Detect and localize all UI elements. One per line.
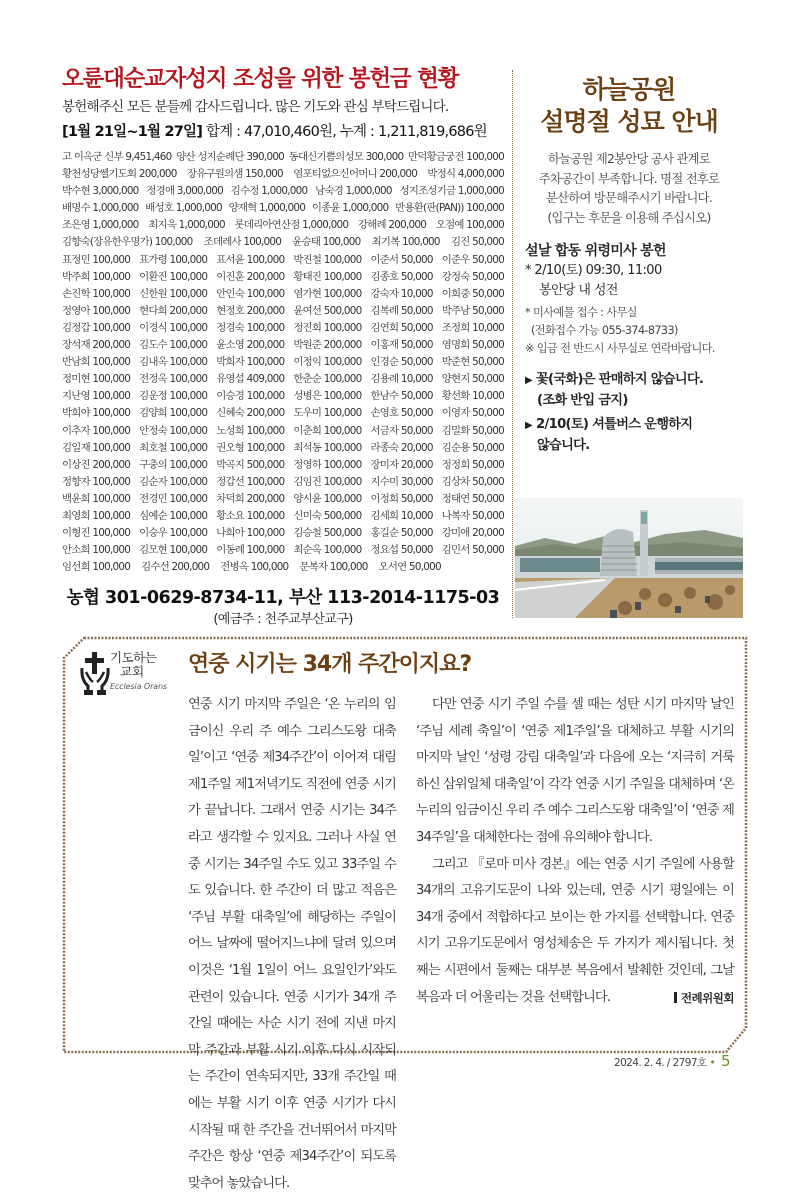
donor-entry: 배명수 1,000,000 <box>62 202 139 215</box>
donor-entry: 김승철 500,000 <box>293 527 362 540</box>
shuttle-notice-text: 2/10(토) 셔틀버스 운행하지 <box>536 417 693 432</box>
donor-entry: 김민서 50,000 <box>441 544 504 557</box>
article-right-para2 <box>416 852 734 1012</box>
donor-entry: 박희야 100,000 <box>62 407 131 420</box>
article-right-column <box>416 692 734 1011</box>
donor-entry: 박원준 200,000 <box>293 339 362 352</box>
donor-row <box>62 286 504 303</box>
donor-entry: 손영호 50,000 <box>370 407 433 420</box>
mass-heading: 설날 합동 위령미사 봉헌 <box>525 243 666 259</box>
donor-entry: 윤여선 500,000 <box>293 304 362 317</box>
donor-entry: 박준현 50,000 <box>441 356 504 369</box>
donor-entry: 황태진 100,000 <box>293 270 362 283</box>
donor-entry: 조데레사 100,000 <box>203 236 282 249</box>
donation-period: [1월 21일~1월 27일] <box>62 124 203 140</box>
donor-entry: 정향자 100,000 <box>62 475 131 488</box>
skypark-title <box>515 74 743 138</box>
donor-entry: 전경민 100,000 <box>139 492 208 505</box>
donor-entry: 김복례 50,000 <box>370 304 433 317</box>
donor-entry: 구충의 100,000 <box>139 458 208 471</box>
donor-entry: 김연희 50,000 <box>370 321 433 334</box>
donor-entry: 윤승태 100,000 <box>292 236 361 249</box>
donor-row <box>62 525 504 542</box>
donor-row <box>62 337 504 354</box>
donor-row <box>62 166 504 183</box>
donation-section <box>62 64 504 630</box>
article-left-column <box>84 692 396 1197</box>
donor-entry: 이승경 100,000 <box>216 390 285 403</box>
donor-row <box>62 269 504 286</box>
donor-entry: 이승우 100,000 <box>139 527 208 540</box>
flower-notice-text: 꽃(국화)은 판매하지 않습니다. <box>536 372 704 387</box>
donor-entry: 나복자 50,000 <box>441 509 504 522</box>
donor-entry: 김순용 50,000 <box>441 441 504 454</box>
intro-line: 분산하여 방문해주시기 바랍니다. <box>545 191 713 205</box>
donor-entry: 최호철 100,000 <box>139 441 208 454</box>
intro-line: 주차공간이 부족합니다. 명절 전후로 <box>538 171 720 186</box>
donor-entry: 박곡지 500,000 <box>216 458 285 471</box>
donor-entry: 권오형 100,000 <box>216 441 285 454</box>
donation-summary <box>62 121 504 143</box>
donor-entry: 염포티없으신어머니 200,000 <box>293 168 418 181</box>
donor-entry: 박희자 100,000 <box>216 356 285 369</box>
donor-entry: 이정희 50,000 <box>370 492 433 505</box>
account-holder: (예금주 : 천주교부산교구) <box>213 612 353 628</box>
donor-entry: 유영섭 409,000 <box>216 373 285 386</box>
donor-entry: 신미숙 500,000 <box>293 509 362 522</box>
donor-entry: 안인숙 100,000 <box>216 287 285 300</box>
donor-entry: 차덕희 200,000 <box>216 492 285 505</box>
donor-entry: 신한원 100,000 <box>139 287 208 300</box>
intro-line: 하늘공원 제2봉안당 공사 관계로 <box>547 152 711 166</box>
donor-entry: 조은영 1,000,000 <box>62 219 139 232</box>
praying-hands-cross-icon <box>80 650 110 696</box>
donor-entry: 정영하 100,000 <box>293 458 362 471</box>
donor-entry: 이종윤 1,000,000 <box>311 202 389 215</box>
donor-entry: 이추자 100,000 <box>62 424 131 437</box>
donor-entry: 이형진 100,000 <box>62 527 131 540</box>
donor-entry: 강숙자 10,000 <box>370 287 433 300</box>
donor-entry: 박진철 100,000 <box>293 253 362 266</box>
donation-title: 오륜대순교자성지 조성을 위한 봉헌금 현황 <box>62 66 459 92</box>
donor-entry: 이홍재 50,000 <box>370 339 433 352</box>
donor-entry: 김상차 50,000 <box>441 475 504 488</box>
donor-entry: 정경숙 100,000 <box>216 321 285 334</box>
donor-row <box>62 320 504 337</box>
donor-row <box>62 200 504 217</box>
donor-entry: 조정희 10,000 <box>441 321 504 334</box>
donor-entry: 롯데리아연산점 1,000,000 <box>234 219 349 232</box>
donor-entry: 나희아 100,000 <box>216 527 285 540</box>
offering-info: * 미사예물 접수 : 사무실 <box>525 306 637 319</box>
donor-entry: 김세희 10,000 <box>370 509 433 522</box>
flower-notice <box>525 370 743 411</box>
donor-row <box>62 405 504 422</box>
donor-entry: 이정익 100,000 <box>293 356 362 369</box>
donor-row <box>62 474 504 491</box>
signature-bar-icon <box>674 992 677 1003</box>
bank-account: 농협 301-0629-8734-11, 부산 113-2014-1175-03 <box>66 588 500 609</box>
donor-entry: 이경식 100,000 <box>139 321 208 334</box>
donor-row <box>62 149 504 166</box>
donor-entry: 정영아 100,000 <box>62 304 131 317</box>
donor-entry: 윤소영 200,000 <box>216 339 285 352</box>
donor-entry: 김수정 1,000,000 <box>230 185 308 198</box>
column-divider <box>512 70 513 618</box>
donor-entry: 황천성당쎌기도회 200,000 <box>62 168 177 181</box>
donor-entry: 반남희 100,000 <box>62 356 131 369</box>
donor-row <box>62 491 504 508</box>
donor-entry: 강해례 200,000 <box>357 219 427 232</box>
donor-row <box>62 371 504 388</box>
article-right-para1: 다만 연중 시기 주일 수를 셀 때는 성탄 시기 마지막 날인 ‘주님 세례 축일’이 ‘연중 제1주일’을 대체하고 부활 시기의 마지막 날인 ‘성령 강림 대축일’과 다음에 오는 ‘지극히 거룩하신 삼위일체 대축일’이 각각 연중 시기 주일을 대체하며 ‘온 누리의 임금이신 우리 주 예수 그리스도왕 대축일’이 ‘연중 제34주일’을 대체한다는 점에 유의해야 합니다. <box>416 697 734 845</box>
skypark-title-line1: 하늘공원 <box>582 75 676 104</box>
signature-text: 전례위원회 <box>680 990 734 1005</box>
phone-info: (전화접수 가능 055-374-8733) <box>531 324 678 337</box>
donor-entry: 박주남 50,000 <box>441 304 504 317</box>
donor-entry: 강정숙 50,000 <box>441 270 504 283</box>
donation-subtitle: 봉헌해주신 모든 분들께 감사드립니다. 많은 기도와 관심 부탁드립니다. <box>62 99 449 115</box>
donor-entry: 오서연 50,000 <box>378 561 441 574</box>
logo-text-line2: 교회 <box>120 664 145 679</box>
donor-entry: 노성희 100,000 <box>216 424 285 437</box>
donor-entry: 이준우 50,000 <box>441 253 504 266</box>
donor-entry: 김용례 10,000 <box>370 373 433 386</box>
triangle-bullet-icon: ▶ <box>525 420 532 431</box>
donor-entry: 안소희 100,000 <box>62 544 131 557</box>
skypark-title-line2: 설명절 성묘 안내 <box>540 107 718 136</box>
donor-entry: 김밀화 50,000 <box>441 424 504 437</box>
shuttle-notice <box>525 415 743 456</box>
donor-entry: 심예순 100,000 <box>139 509 208 522</box>
article-right-para2-text: 그리고 『로마 미사 경본』에는 연중 시기 주일에 사용할 34개의 고유기도문이 나와 있는데, 연중 시기 평일에는 이 34개 중에서 적합하다고 보이는 한 가지를 선택합니다. 연중 시기 고유기도문에서 영성체송은 두 가지가 제시됩니다. 첫째는 시편에서 둘째는 대부분 복음에서 발췌한 것인데, 그날 복음과 더 어울리는 것을 선택합니다. <box>416 856 734 1005</box>
donor-entry: 인경순 50,000 <box>370 356 433 369</box>
donor-entry: 김도수 100,000 <box>139 339 208 352</box>
donor-entry: 강미애 20,000 <box>441 527 504 540</box>
donor-entry: 성병은 100,000 <box>293 390 362 403</box>
donor-entry: 안정숙 100,000 <box>139 424 208 437</box>
donor-entry: 김내옥 100,000 <box>139 356 208 369</box>
donor-entry: 현정호 200,000 <box>216 304 285 317</box>
skypark-building-image <box>515 498 743 618</box>
mass-time: * 2/10(토) 09:30, 11:00 <box>525 263 662 278</box>
donor-row <box>62 388 504 405</box>
donor-entry: 남숙경 1,000,000 <box>315 185 392 198</box>
donor-entry: 양산 성지순례단 390,000 <box>176 151 285 163</box>
donor-entry: 반용환(판(PAN)) 100,000 <box>395 202 504 215</box>
donor-row <box>62 423 504 440</box>
donor-entry: 김순자 100,000 <box>139 475 208 488</box>
donor-entry: 김운정 100,000 <box>139 390 208 403</box>
donor-entry: 김양희 100,000 <box>139 407 208 420</box>
donor-entry: 장유구원의샘 150,000 <box>186 168 283 181</box>
logo-latin: Ecclesia Orans <box>110 682 168 691</box>
donor-entry: 김모현 100,000 <box>139 544 208 557</box>
donor-entry: 장미자 20,000 <box>370 458 433 471</box>
deposit-notice: ※ 입금 전 반드시 사무실로 연락바랍니다. <box>525 342 715 355</box>
donor-entry: 정경애 3,000,000 <box>146 185 223 198</box>
donor-entry: 표가령 100,000 <box>139 253 208 266</box>
donor-entry: 서금자 50,000 <box>370 424 433 437</box>
donor-row <box>62 183 504 200</box>
donor-entry: 김정갑 100,000 <box>62 321 131 334</box>
donor-entry: 김일재 100,000 <box>62 441 131 454</box>
praying-church-logo <box>80 650 168 698</box>
donor-entry: 이준서 50,000 <box>370 253 433 266</box>
logo-text-line1: 기도하는 <box>110 650 157 665</box>
donor-entry: 백윤희 100,000 <box>62 492 131 505</box>
donor-row <box>62 354 504 371</box>
shuttle-notice-sub: 않습니다. <box>537 438 590 453</box>
donor-entry: 최지욱 1,000,000 <box>148 219 225 232</box>
donor-entry: 홍길순 50,000 <box>370 527 433 540</box>
donor-entry: 황소요 100,000 <box>216 509 285 522</box>
article-left-text: 연중 시기 마지막 주일은 ‘온 누리의 임금이신 우리 주 예수 그리스도왕 대축일’이고 ‘연중 제34주간’이 이어져 대림 제1주일 제1저녁기도 직전에 연중 시기가 끝납니다. 그래서 연중 시기는 34주라고 생각할 수 있지요. 그러나 사실 연중 시기는 34주일 수도 있고 33주일 수도 있습니다. 한 주간이 더 많고 적음은 ‘주님 부활 대축일’에 해당하는 주일이 어느 날짜에 떨어지느냐에 달려 있으며 이것은 ‘1월 1일이 어느 요일인가’와도 관련이 있습니다. 연중 시기가 34개 주간일 때에는 사순 시기 전에 지낸 마지막 주간과 부활 시기 이후 다시 시작되는 주간이 연속되지만, 33개 주간일 때에는 부활 시기 이후 연중 시기가 다시 시작될 때 한 주간을 건너뛰어서 마지막 주간은 항상 ‘연중 제34주간’이 되도록 맞추어 놓았습니다. <box>188 697 396 1191</box>
page-footer <box>614 1052 730 1070</box>
donor-entry: 고 이옥군 신부 9,451,460 <box>62 151 172 163</box>
donor-row <box>62 217 504 234</box>
donor-entry: 이상진 200,000 <box>62 458 131 471</box>
donor-entry: 최영희 100,000 <box>62 509 131 522</box>
mass-place: 봉안당 내 성전 <box>539 283 618 298</box>
donor-entry: 지수미 30,000 <box>370 475 433 488</box>
donor-row <box>62 542 504 559</box>
donor-entry: 김진 50,000 <box>450 236 504 249</box>
donor-entry: 김수선 200,000 <box>141 561 210 574</box>
donor-entry: 양재혁 1,000,000 <box>228 202 306 215</box>
skypark-photo <box>515 498 743 618</box>
donor-entry: 오점예 100,000 <box>435 219 504 232</box>
donor-entry: 정태연 50,000 <box>441 492 504 505</box>
donor-entry: 지난영 100,000 <box>62 390 131 403</box>
donor-entry: 현다희 200,000 <box>139 304 208 317</box>
donation-totals: 합계 : 47,010,460원, 누계 : 1,211,819,686원 <box>205 124 487 140</box>
donor-entry: 김향숙(장유한우명가) 100,000 <box>62 236 193 249</box>
donor-entry: 한남수 50,000 <box>370 390 433 403</box>
donor-entry: 이진훈 200,000 <box>216 270 285 283</box>
article-title: 연중 시기는 34개 주간이지요? <box>188 652 472 677</box>
skypark-intro <box>515 150 743 228</box>
donor-entry: 장석재 200,000 <box>62 339 131 352</box>
donor-entry: 이환진 100,000 <box>139 270 208 283</box>
donor-entry: 표정민 100,000 <box>62 253 131 266</box>
donor-entry: 정요섭 50,000 <box>370 544 433 557</box>
issue-date: 2024. 2. 4. / 2797호 <box>614 1057 707 1069</box>
skypark-notice <box>515 70 743 456</box>
donor-entry: 전정옥 100,000 <box>139 373 208 386</box>
donor-entry: 염가현 100,000 <box>293 287 362 300</box>
donor-entry: 한춘순 100,000 <box>293 373 362 386</box>
donor-entry: 만덕황금궁전 100,000 <box>408 151 504 163</box>
donor-entry: 최순옥 100,000 <box>293 544 362 557</box>
donor-entry: 라종숙 20,000 <box>370 441 433 454</box>
donor-entry: 이희중 50,000 <box>441 287 504 300</box>
article-signature <box>658 985 734 1012</box>
donor-entry: 염명희 50,000 <box>441 339 504 352</box>
flower-notice-sub: (조화 반입 금지) <box>537 393 628 408</box>
donor-entry: 정정희 50,000 <box>441 458 504 471</box>
intro-line: (입구는 후문을 이용해 주십시오) <box>547 210 711 225</box>
donor-entry: 정진희 100,000 <box>293 321 362 334</box>
donor-row <box>62 234 504 251</box>
donor-entry: 도우미 100,000 <box>293 407 362 420</box>
donor-entry: 박주희 100,000 <box>62 270 131 283</box>
donor-entry: 임선희 100,000 <box>62 561 131 574</box>
donor-entry: 배성호 1,000,000 <box>145 202 222 215</box>
donor-entry: 이영자 50,000 <box>441 407 504 420</box>
donor-entry: 성지조성기금 1,000,000 <box>399 185 504 198</box>
donor-entry: 손진학 100,000 <box>62 287 131 300</box>
donor-entry: 문복자 100,000 <box>299 561 368 574</box>
donor-entry: 김임진 100,000 <box>293 475 362 488</box>
donor-entry: 동대신기쁨의성모 300,000 <box>288 151 404 163</box>
donor-entry: 김종호 50,000 <box>370 270 433 283</box>
donor-entry: 최기복 100,000 <box>371 236 440 249</box>
donor-entry: 최석동 100,000 <box>293 441 362 454</box>
donor-entry: 박정식 4,000,000 <box>427 168 504 181</box>
donor-row <box>62 508 504 525</box>
donor-entry: 정미현 100,000 <box>62 373 131 386</box>
donor-row <box>62 559 504 576</box>
bullet-dot-icon: • <box>709 1057 716 1069</box>
donor-row <box>62 303 504 320</box>
donor-row <box>62 457 504 474</box>
donor-entry: 황선화 10,000 <box>441 390 504 403</box>
donor-list <box>62 149 504 576</box>
donor-entry: 표서윤 100,000 <box>216 253 285 266</box>
donor-entry: 전병옥 100,000 <box>220 561 289 574</box>
triangle-bullet-icon: ▶ <box>525 375 532 386</box>
donor-entry: 정갑선 100,000 <box>216 475 285 488</box>
donor-entry: 양현지 50,000 <box>441 373 504 386</box>
page-number: 5 <box>721 1052 730 1070</box>
donor-row <box>62 252 504 269</box>
donor-entry: 양시윤 100,000 <box>293 492 362 505</box>
donor-entry: 이춘희 100,000 <box>293 424 362 437</box>
donor-entry: 이동례 100,000 <box>216 544 285 557</box>
donor-entry: 박수현 3,000,000 <box>62 185 139 198</box>
donor-row <box>62 440 504 457</box>
donor-entry: 신혜숙 200,000 <box>216 407 285 420</box>
